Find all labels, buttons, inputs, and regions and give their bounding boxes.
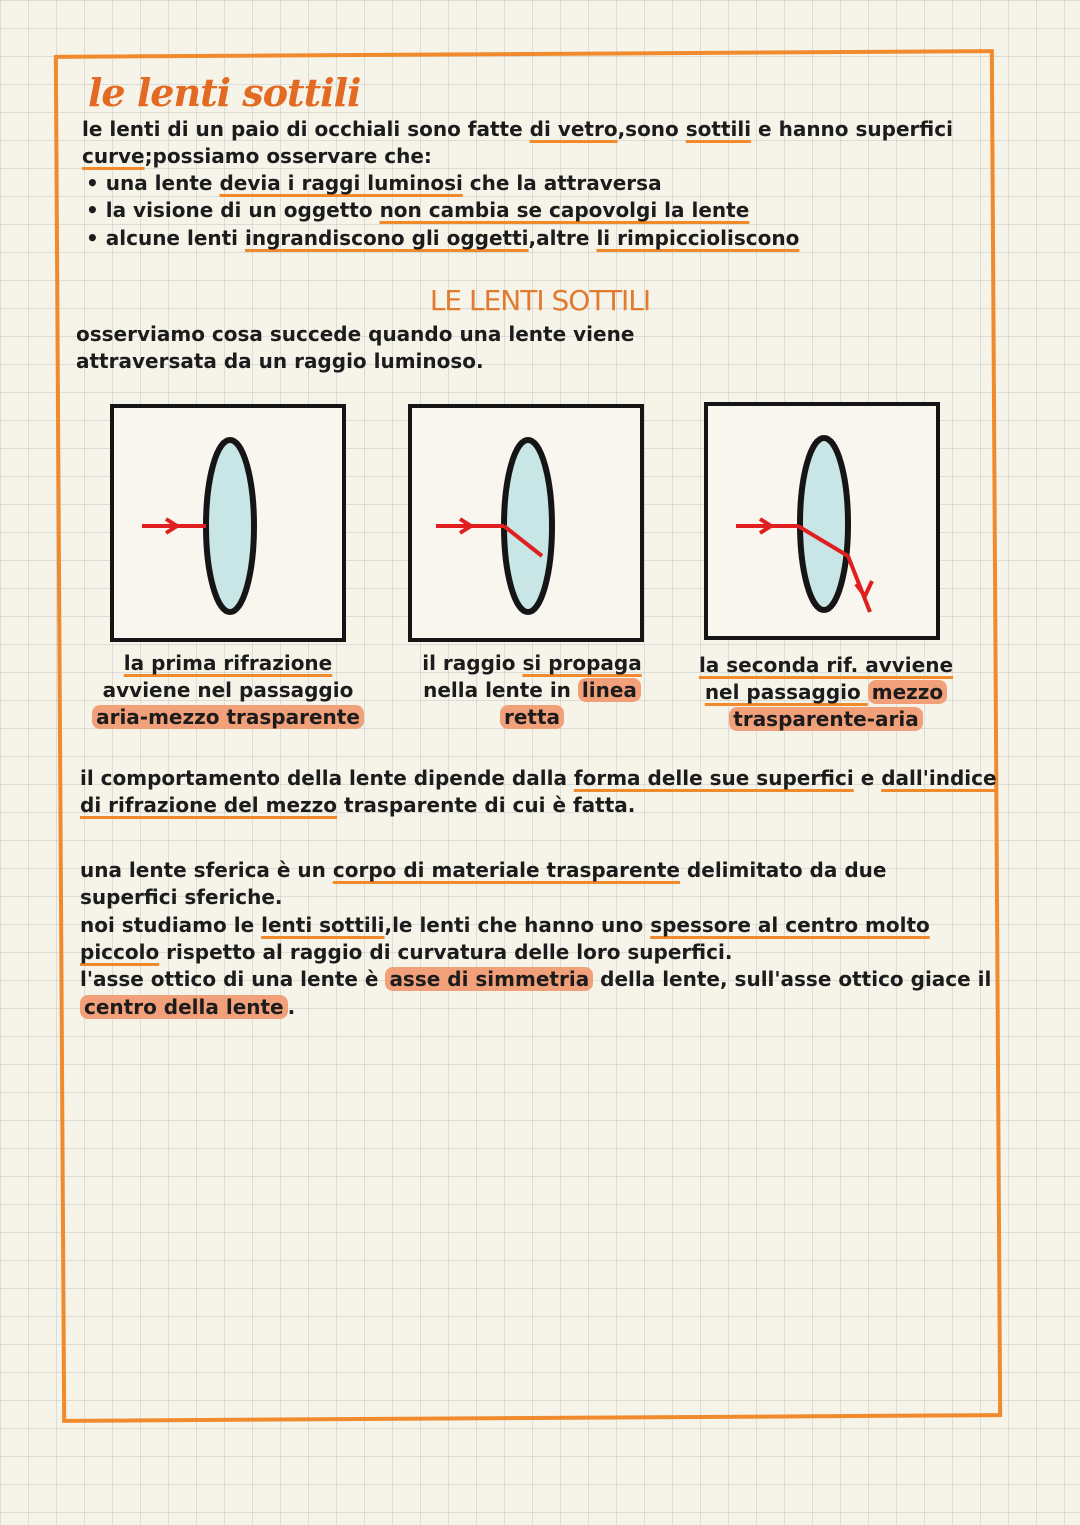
text: avviene nel passaggio: [102, 678, 354, 702]
page-title: le lenti sottili: [88, 70, 361, 115]
definition-line-3: [80, 912, 930, 939]
underlined-text: curve: [82, 144, 145, 168]
underlined-text: li rimpiccioliscono: [596, 226, 800, 250]
text: ,sono: [617, 117, 686, 141]
text: delimitato da due: [679, 858, 887, 882]
observe-line-1: osserviamo cosa succede quando una lente viene: [76, 322, 635, 346]
text: ;possiamo osservare che:: [144, 144, 432, 168]
intro-line-2: [82, 143, 432, 170]
text: e: [853, 766, 882, 790]
definition-line-4: [80, 939, 732, 966]
underlined-text: spessore al centro molto: [650, 913, 930, 937]
underlined-text: sottili: [685, 117, 752, 141]
page-frame: [54, 49, 1002, 1423]
text: .: [287, 995, 296, 1019]
highlighted-text: retta: [500, 705, 564, 729]
text: nella lente in: [423, 678, 578, 702]
observe-line-2: attraversata da un raggio luminoso.: [76, 349, 484, 373]
caption-propagation: [364, 650, 700, 731]
underlined-text: ingrandiscono gli oggetti: [245, 226, 529, 250]
behavior-line-2: [80, 792, 635, 819]
text: una lente sferica è un: [80, 858, 333, 882]
intro-line-1: [82, 116, 953, 143]
lens-ellipse: [504, 440, 552, 612]
bullet-1: [86, 170, 662, 197]
underlined-text: devia i raggi luminosi: [219, 171, 463, 195]
text: il raggio: [422, 651, 523, 675]
underlined-text: di rifrazione del mezzo: [80, 793, 338, 817]
text: il comportamento della lente dipende dalla: [80, 766, 574, 790]
text: noi studiamo le: [80, 913, 262, 937]
diagram-1-svg: [114, 408, 342, 638]
underlined-text: forma delle sue superfici: [573, 766, 854, 790]
underlined-text: lenti sottili: [261, 913, 385, 937]
lens-ellipse: [206, 440, 254, 612]
underlined-text: nel passaggio: [704, 680, 868, 704]
highlighted-text: aria-mezzo trasparente: [92, 705, 364, 729]
highlighted-text: trasparente-aria: [729, 707, 922, 731]
text: • alcune lenti: [86, 226, 245, 250]
definition-line-6: [80, 994, 295, 1021]
text: e hanno superfici: [751, 117, 953, 141]
diagram-second-refraction: [704, 402, 940, 640]
underlined-text: si propaga: [522, 651, 642, 675]
diagram-propagation: [408, 404, 644, 642]
diagram-3-svg: [708, 406, 936, 636]
caption-second-refraction: [658, 652, 994, 733]
definition-line-2: superfici sferiche.: [80, 885, 283, 909]
definition-line-1: [80, 857, 886, 884]
text: le lenti di un paio di occhiali sono fatte: [82, 117, 530, 141]
bullet-3: [86, 225, 799, 252]
section-title: LE LENTI SOTTILI: [429, 284, 651, 317]
diagram-first-refraction: [110, 404, 346, 642]
diagram-2-svg: [412, 408, 640, 638]
text: della lente, sull'asse ottico giace il: [593, 967, 992, 991]
underlined-text: la prima rifrazione: [123, 651, 333, 675]
text: l'asse ottico di una lente è: [80, 967, 386, 991]
bullet-2: [86, 197, 749, 224]
text: • una lente: [86, 171, 220, 195]
highlighted-text: mezzo: [868, 680, 947, 704]
underlined-text: dall'indice: [881, 766, 997, 790]
underlined-text: piccolo: [80, 940, 160, 964]
emergent-ray: [848, 556, 870, 612]
underlined-text: la seconda rif. avviene: [698, 653, 954, 677]
text: ,le lenti che hanno uno: [384, 913, 651, 937]
text: • la visione di un oggetto: [86, 198, 380, 222]
text: ,altre: [528, 226, 597, 250]
definition-line-5: [80, 966, 991, 993]
text: trasparente di cui è fatta.: [337, 793, 636, 817]
caption-first-refraction: [60, 650, 396, 731]
text: che la attraversa: [462, 171, 662, 195]
highlighted-text: linea: [578, 678, 641, 702]
text: rispetto al raggio di curvatura delle loro superfici.: [159, 940, 733, 964]
underlined-text: non cambia se capovolgi la lente: [379, 198, 750, 222]
underlined-text: corpo di materiale trasparente: [332, 858, 680, 882]
behavior-line-1: [80, 765, 997, 792]
highlighted-text: centro della lente: [80, 995, 288, 1019]
highlighted-text: asse di simmetria: [385, 967, 593, 991]
lens-ellipse: [800, 438, 848, 610]
underlined-text: di vetro: [529, 117, 618, 141]
